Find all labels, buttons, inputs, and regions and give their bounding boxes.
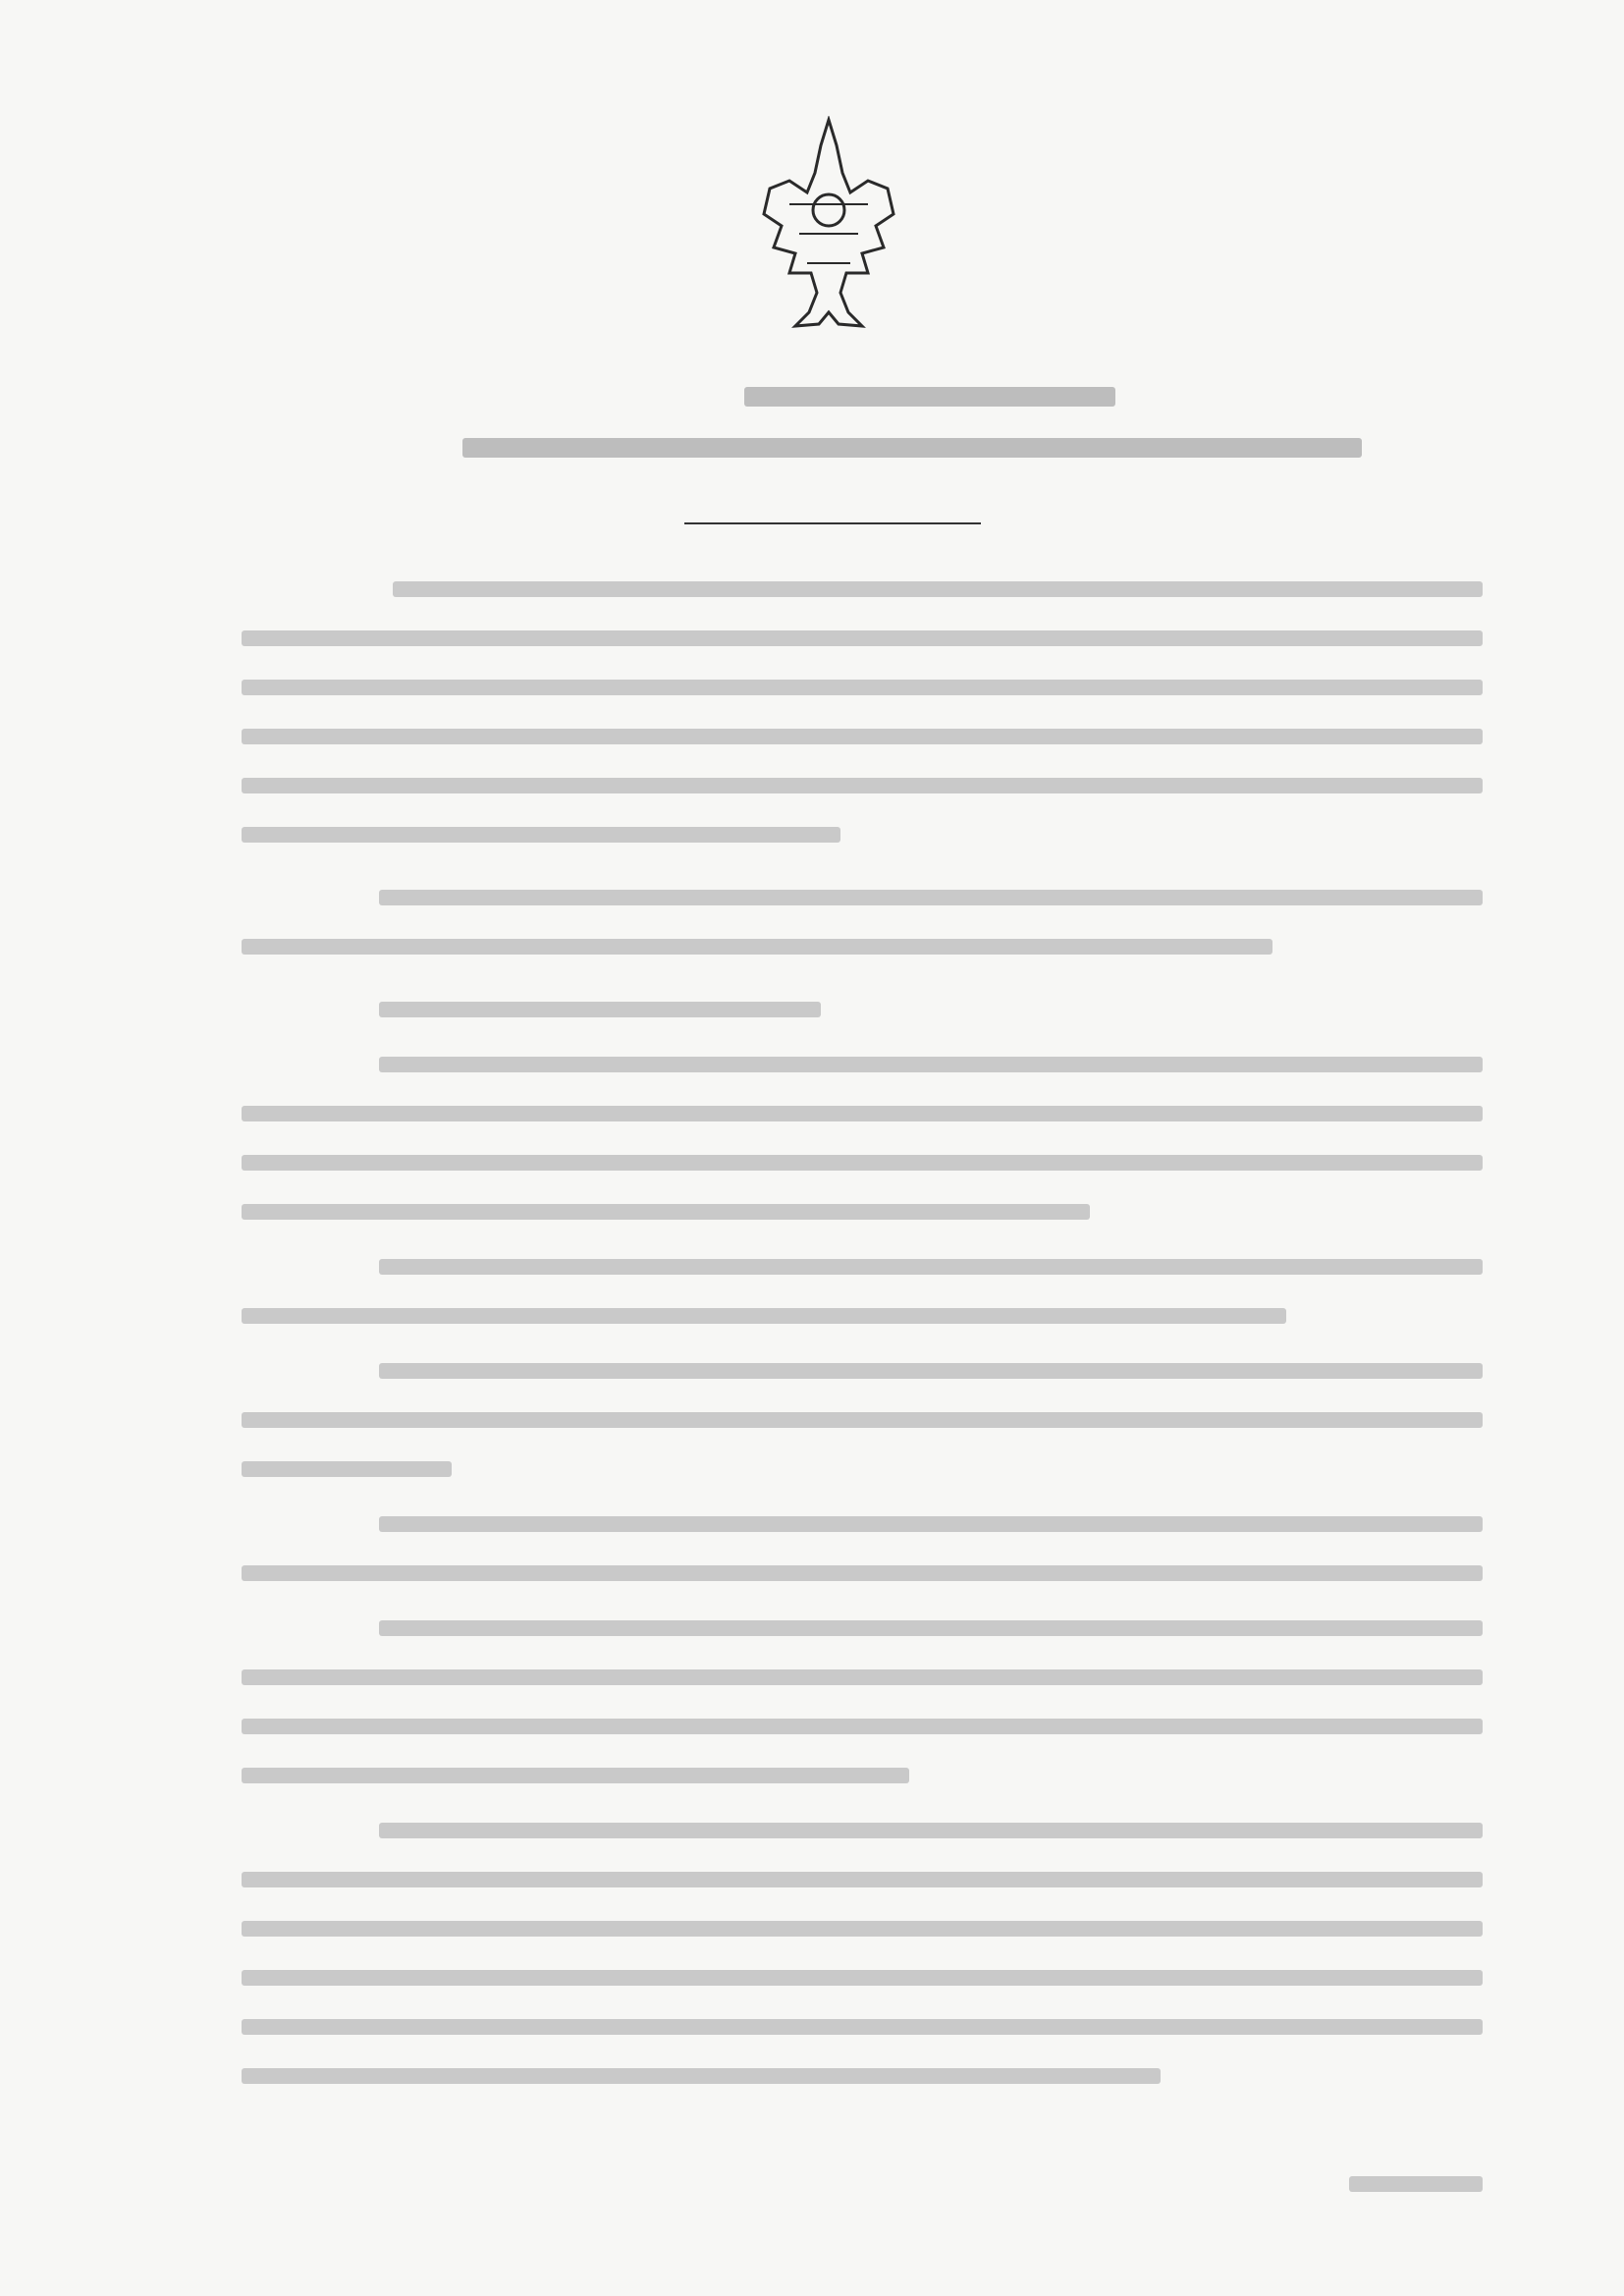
garuda-emblem	[760, 116, 897, 330]
text-line	[242, 1768, 909, 1783]
text-line	[379, 1002, 821, 1017]
text-line	[242, 1669, 1483, 1685]
text-line	[242, 729, 1483, 744]
text-line	[242, 1106, 1483, 1121]
text-line	[242, 630, 1483, 646]
text-line	[379, 1823, 1483, 1838]
text-line	[242, 827, 840, 843]
text-line	[242, 2019, 1483, 2035]
text-line	[242, 1308, 1286, 1324]
text-line	[242, 2068, 1161, 2084]
text-line	[242, 1970, 1483, 1986]
text-line	[242, 939, 1272, 955]
title-line-2	[462, 438, 1362, 458]
text-line	[242, 1565, 1483, 1581]
text-line	[242, 1155, 1483, 1171]
text-line	[1349, 2176, 1483, 2192]
title-line-1	[744, 387, 1115, 407]
text-line	[242, 1921, 1483, 1937]
text-line	[379, 890, 1483, 905]
text-line	[242, 1461, 452, 1477]
text-line	[242, 1719, 1483, 1734]
text-line	[242, 1872, 1483, 1887]
title-divider	[684, 522, 981, 524]
text-line	[379, 1057, 1483, 1072]
text-line	[242, 680, 1483, 695]
text-line	[379, 1363, 1483, 1379]
text-line	[379, 1620, 1483, 1636]
text-line	[379, 1516, 1483, 1532]
text-line	[242, 1204, 1090, 1220]
text-line	[393, 581, 1483, 597]
text-line	[379, 1259, 1483, 1275]
text-line	[242, 1412, 1483, 1428]
text-line	[242, 778, 1483, 793]
